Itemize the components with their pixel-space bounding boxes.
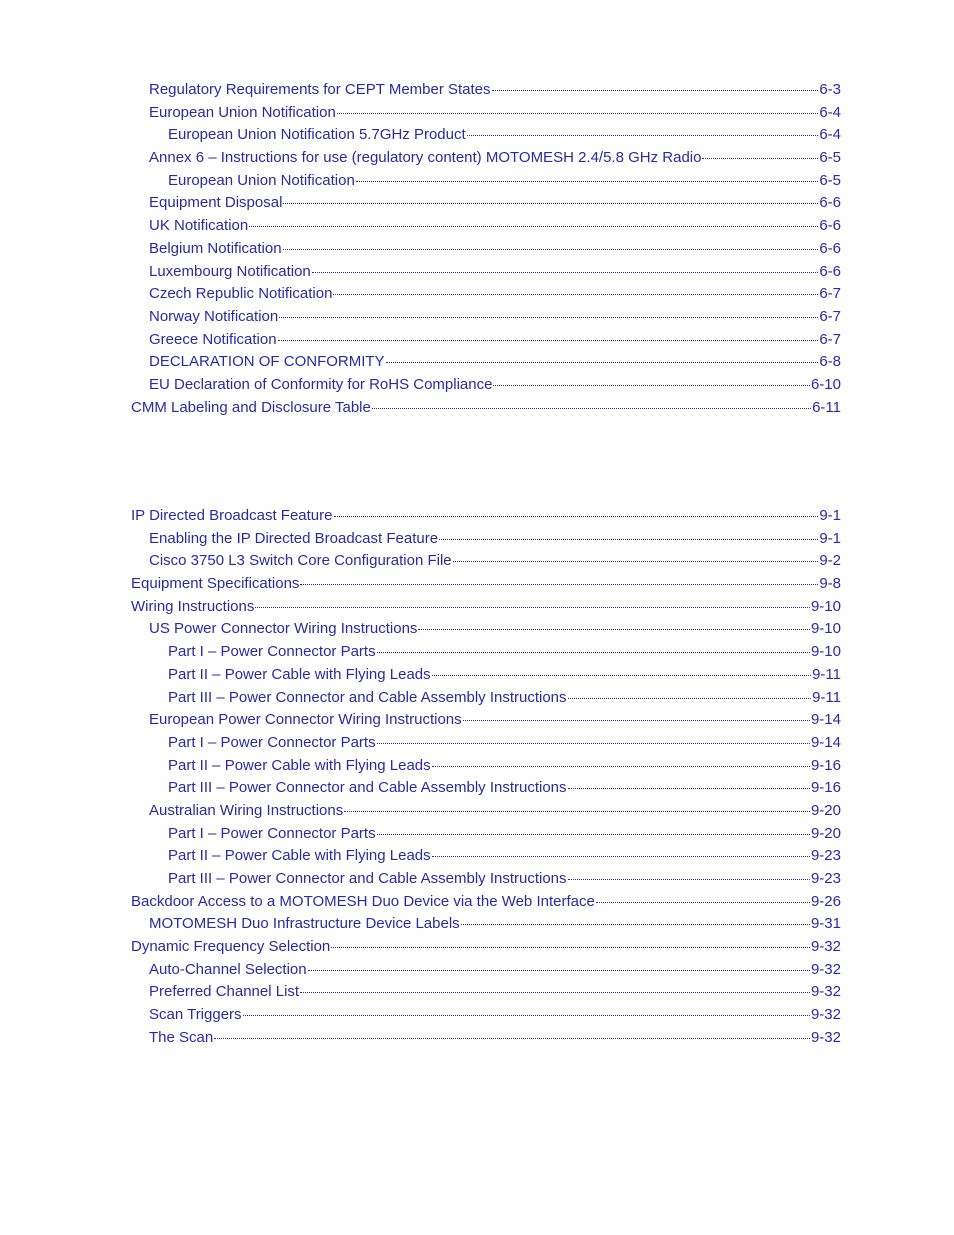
toc-entry-title[interactable]: Regulatory Requirements for CEPT Member States — [149, 81, 491, 98]
toc-entry-page[interactable]: 6-10 — [810, 375, 841, 393]
toc-entry-title[interactable]: Part I – Power Connector Parts — [168, 733, 376, 751]
toc-dot-leader — [279, 317, 818, 318]
toc-dot-leader — [243, 1015, 810, 1016]
toc-entry-page[interactable]: 9-14 — [810, 711, 841, 729]
toc-entry-page[interactable]: 9-1 — [819, 529, 841, 547]
toc-entry-title[interactable]: European Union Notification — [168, 171, 355, 189]
toc-entry[interactable] — [131, 961, 841, 984]
toc-entry[interactable] — [131, 983, 841, 1006]
toc-entry-page[interactable]: 9-23 — [810, 870, 841, 887]
toc-entry-title[interactable]: Scan Triggers — [149, 1006, 242, 1024]
toc-entry[interactable] — [131, 711, 841, 734]
toc-entry-title[interactable]: Part II – Power Cable with Flying Leads — [168, 847, 431, 865]
toc-entry-title[interactable]: Czech Republic Notification — [149, 285, 333, 303]
toc-entry-title[interactable]: Dynamic Frequency Selection — [131, 938, 331, 956]
toc-entry[interactable] — [131, 643, 841, 666]
toc-dot-leader — [356, 181, 819, 182]
toc-entry[interactable] — [131, 1006, 841, 1029]
toc-dot-leader — [418, 629, 810, 630]
toc-entry-title[interactable]: Greece Notification — [149, 330, 277, 348]
toc-entry-page[interactable]: 6-4 — [819, 103, 841, 121]
toc-entry-title[interactable]: Part III – Power Connector and Cable Assembly Instructions — [168, 779, 567, 797]
toc-entry-page[interactable]: 9-14 — [810, 733, 841, 751]
toc-entry-title[interactable]: Cisco 3750 L3 Switch Core Configuration File — [149, 552, 452, 570]
toc-entry-title[interactable]: Belgium Notification — [149, 239, 282, 257]
toc-section-2 — [131, 507, 841, 1052]
toc-entry-title[interactable]: IP Directed Broadcast Feature — [131, 507, 333, 524]
toc-dot-leader — [300, 584, 818, 585]
toc-entry-page[interactable]: 9-1 — [819, 507, 841, 524]
toc-dot-leader — [568, 879, 810, 880]
toc-entry-title[interactable]: Wiring Instructions — [131, 597, 255, 615]
toc-entry-page[interactable]: 9-31 — [810, 915, 841, 933]
toc-entry-page[interactable]: 6-6 — [819, 194, 841, 212]
toc-entry-page[interactable]: 9-26 — [810, 892, 841, 910]
toc-entry[interactable] — [131, 893, 841, 916]
toc-entry-page[interactable]: 9-32 — [810, 960, 841, 978]
toc-entry-page[interactable]: 6-7 — [819, 330, 841, 348]
toc-dot-leader — [492, 90, 819, 91]
toc-entry-page[interactable]: 9-10 — [810, 597, 841, 615]
toc-entry[interactable] — [131, 81, 841, 104]
toc-dot-leader — [344, 811, 810, 812]
toc-entry-page[interactable]: 9-8 — [819, 575, 841, 593]
toc-entry-title[interactable]: DECLARATION OF CONFORMITY — [149, 353, 385, 371]
toc-dot-leader — [432, 856, 810, 857]
toc-entry[interactable] — [131, 126, 841, 149]
toc-entry[interactable] — [131, 194, 841, 217]
toc-dot-leader — [453, 561, 819, 562]
toc-entry-page[interactable]: 9-11 — [812, 688, 841, 706]
toc-dot-leader — [249, 226, 818, 227]
toc-dot-leader — [334, 516, 819, 517]
toc-entry-page[interactable]: 6-6 — [819, 239, 841, 257]
toc-entry-page[interactable]: 6-3 — [819, 81, 841, 98]
toc-entry-title[interactable]: Part I – Power Connector Parts — [168, 643, 376, 661]
toc-entry[interactable] — [131, 825, 841, 848]
toc-entry-page[interactable]: 6-7 — [819, 285, 841, 303]
toc-dot-leader — [372, 408, 811, 409]
toc-dot-leader — [255, 607, 810, 608]
toc-dot-leader — [308, 970, 810, 971]
toc-entry-page[interactable]: 9-32 — [810, 983, 841, 1001]
toc-entry-title[interactable]: Equipment Disposal — [149, 194, 283, 212]
toc-entry-page[interactable]: 9-20 — [810, 801, 841, 819]
toc-entry-page[interactable]: 9-32 — [810, 1006, 841, 1024]
toc-dot-leader — [214, 1038, 810, 1039]
toc-entry-title[interactable]: Part I – Power Connector Parts — [168, 824, 376, 842]
toc-entry[interactable] — [131, 285, 841, 308]
toc-dot-leader — [312, 272, 819, 273]
toc-dot-leader — [386, 362, 819, 363]
toc-entry-title[interactable]: CMM Labeling and Disclosure Table — [131, 398, 371, 416]
toc-entry-title[interactable]: US Power Connector Wiring Instructions — [149, 620, 418, 638]
toc-entry[interactable] — [131, 870, 841, 893]
toc-entry[interactable] — [131, 757, 841, 780]
toc-entry[interactable] — [131, 915, 841, 938]
toc-entry[interactable] — [131, 172, 841, 195]
toc-entry-page[interactable]: 6-6 — [819, 217, 841, 235]
toc-entry-title[interactable]: Part II – Power Cable with Flying Leads — [168, 665, 431, 683]
toc-entry[interactable] — [131, 1029, 841, 1052]
toc-entry-page[interactable]: 9-10 — [810, 620, 841, 638]
toc-dot-leader — [461, 924, 810, 925]
toc-entry-page[interactable]: 9-2 — [819, 552, 841, 570]
toc-dot-leader — [283, 249, 819, 250]
toc-entry-title[interactable]: The Scan — [149, 1028, 214, 1046]
toc-entry-title[interactable]: Part II – Power Cable with Flying Leads — [168, 756, 431, 774]
toc-entry[interactable] — [131, 666, 841, 689]
toc-dot-leader — [331, 947, 810, 948]
toc-dot-leader — [568, 698, 812, 699]
toc-entry[interactable] — [131, 507, 841, 530]
toc-dot-leader — [278, 340, 819, 341]
toc-section-1 — [131, 81, 841, 421]
toc-entry-title[interactable]: MOTOMESH Duo Infrastructure Device Labels — [149, 915, 460, 933]
toc-entry-page[interactable]: 9-23 — [810, 847, 841, 865]
toc-entry[interactable] — [131, 620, 841, 643]
toc-entry-title[interactable]: Annex 6 – Instructions for use (regulatory content) MOTOMESH 2.4/5.8 GHz Radio — [149, 149, 702, 167]
toc-entry-title[interactable]: European Power Connector Wiring Instructions — [149, 711, 462, 729]
toc-entry-title[interactable]: Preferred Channel List — [149, 983, 300, 1001]
toc-entry-title[interactable]: Luxembourg Notification — [149, 262, 311, 280]
toc-entry[interactable] — [131, 938, 841, 961]
toc-entry-page[interactable]: 9-20 — [810, 824, 841, 842]
toc-dot-leader — [439, 539, 818, 540]
toc-entry-title[interactable]: Part III – Power Connector and Cable Assembly Instructions — [168, 870, 567, 887]
toc-entry[interactable] — [131, 689, 841, 712]
toc-entry-page[interactable]: 9-32 — [810, 1028, 841, 1046]
toc-entry-title[interactable]: UK Notification — [149, 217, 249, 235]
toc-entry[interactable] — [131, 331, 841, 354]
toc-entry-page[interactable]: 9-16 — [810, 756, 841, 774]
toc-dot-leader — [702, 158, 818, 159]
toc-entry[interactable] — [131, 399, 841, 422]
toc-entry[interactable] — [131, 802, 841, 825]
toc-entry-page[interactable]: 6-5 — [819, 149, 841, 167]
toc-entry-page[interactable]: 6-4 — [819, 126, 841, 144]
toc-entry[interactable] — [131, 734, 841, 757]
toc-entry[interactable] — [131, 552, 841, 575]
toc-entry-page[interactable]: 9-11 — [812, 665, 841, 683]
toc-dot-leader — [337, 113, 819, 114]
toc-entry-page[interactable]: 9-32 — [810, 938, 841, 956]
toc-entry-title[interactable]: Auto-Channel Selection — [149, 960, 307, 978]
toc-entry[interactable] — [131, 240, 841, 263]
toc-entry-title[interactable]: European Union Notification 5.7GHz Product — [168, 126, 466, 144]
toc-entry[interactable] — [131, 779, 841, 802]
toc-entry-title[interactable]: European Union Notification — [149, 103, 336, 121]
toc-entry[interactable] — [131, 575, 841, 598]
toc-entry-title[interactable]: Part III – Power Connector and Cable Assembly Instructions — [168, 688, 567, 706]
toc-entry[interactable] — [131, 217, 841, 240]
toc-entry[interactable] — [131, 530, 841, 553]
toc-entry-page[interactable]: 6-8 — [819, 353, 841, 371]
toc-entry-title[interactable]: Norway Notification — [149, 307, 279, 325]
toc-dot-leader — [377, 834, 810, 835]
toc-entry-page[interactable]: 9-16 — [810, 779, 841, 797]
toc-entry-page[interactable]: 6-6 — [819, 262, 841, 280]
toc-entry[interactable] — [131, 149, 841, 172]
toc-entry[interactable] — [131, 376, 841, 399]
toc-dot-leader — [377, 652, 810, 653]
toc-entry[interactable] — [131, 104, 841, 127]
toc-entry[interactable] — [131, 598, 841, 621]
toc-dot-leader — [463, 720, 810, 721]
toc-entry-page[interactable]: 9-10 — [810, 643, 841, 661]
toc-entry-title[interactable]: Equipment Specifications — [131, 575, 300, 593]
toc-entry-title[interactable]: EU Declaration of Conformity for RoHS Compliance — [149, 375, 493, 393]
toc-entry[interactable] — [131, 847, 841, 870]
toc-dot-leader — [300, 992, 810, 993]
toc-entry-page[interactable]: 6-7 — [819, 307, 841, 325]
toc-dot-leader — [493, 385, 810, 386]
toc-dot-leader — [283, 203, 818, 204]
toc-dot-leader — [596, 902, 810, 903]
toc-entry-page[interactable]: 6-5 — [819, 171, 841, 189]
toc-entry-title[interactable]: Australian Wiring Instructions — [149, 801, 344, 819]
toc-dot-leader — [467, 135, 819, 136]
toc-dot-leader — [568, 788, 810, 789]
toc-dot-leader — [333, 294, 818, 295]
toc-dot-leader — [377, 743, 810, 744]
toc-entry[interactable] — [131, 263, 841, 286]
toc-entry-title[interactable]: Backdoor Access to a MOTOMESH Duo Device via the Web Interface — [131, 892, 595, 910]
toc-dot-leader — [432, 766, 810, 767]
toc-entry-title[interactable]: Enabling the IP Directed Broadcast Feature — [149, 529, 439, 547]
toc-entry[interactable] — [131, 308, 841, 331]
toc-entry[interactable] — [131, 353, 841, 376]
toc-entry-page[interactable]: 6-11 — [812, 398, 841, 416]
toc-dot-leader — [432, 675, 811, 676]
